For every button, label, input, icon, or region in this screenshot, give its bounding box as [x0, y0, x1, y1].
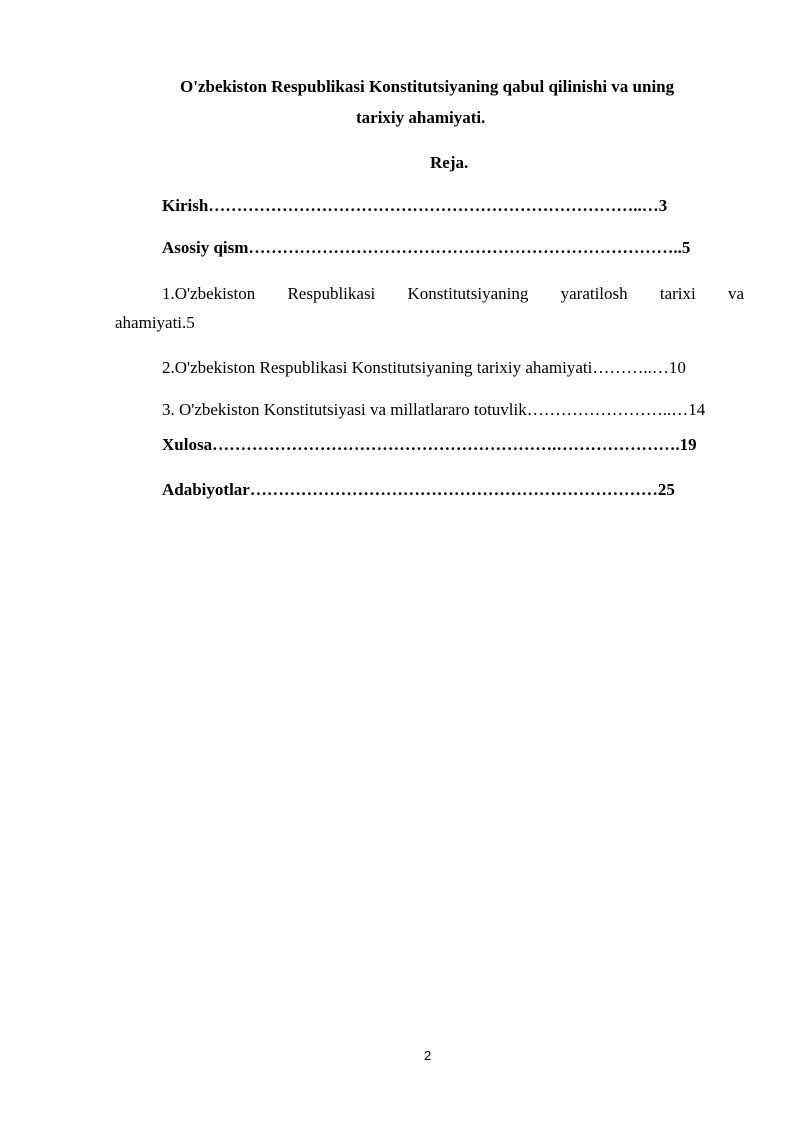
toc-item-1-word: yaratilosh — [560, 284, 628, 303]
toc-entry-asosiy-qism: Asosiy qism…………………………………………………………………..5 — [162, 238, 691, 257]
toc-entry-kirish: Kirish…………………………………………………………………..…3 — [162, 196, 668, 215]
toc-entry-xulosa: Xulosa…………………………………………………….………………….19 — [162, 435, 697, 454]
toc-item-1-word: Respublikasi — [287, 284, 376, 303]
toc-entry-adabiyotlar: Adabiyotlar………………………………………………………………25 — [162, 480, 675, 499]
toc-item-1-word: Konstitutsiyaning — [407, 284, 529, 303]
plan-heading: Reja. — [430, 153, 469, 172]
toc-item-1-word: 1.O'zbekiston — [162, 284, 256, 303]
toc-item-1-word: tarixi — [659, 284, 696, 303]
page-number: 2 — [424, 1048, 432, 1063]
toc-entry-item-2: 2.O'zbekiston Respublikasi Konstitutsiyaning tarixiy ahamiyati………..…10 — [162, 358, 686, 377]
toc-entry-item-1 — [162, 284, 744, 304]
document-title-line-2: tarixiy ahamiyati. — [356, 108, 486, 127]
toc-entry-item-1-continuation: ahamiyati.5 — [115, 313, 195, 332]
document-title-line-1: O'zbekiston Respublikasi Konstitutsiyaning qabul qilinishi va uning — [180, 77, 675, 96]
toc-item-1-word: va — [727, 284, 744, 303]
toc-entry-item-3: 3. O'zbekiston Konstitutsiyasi va millatlararo totuvlik……………………..…14 — [162, 400, 706, 419]
